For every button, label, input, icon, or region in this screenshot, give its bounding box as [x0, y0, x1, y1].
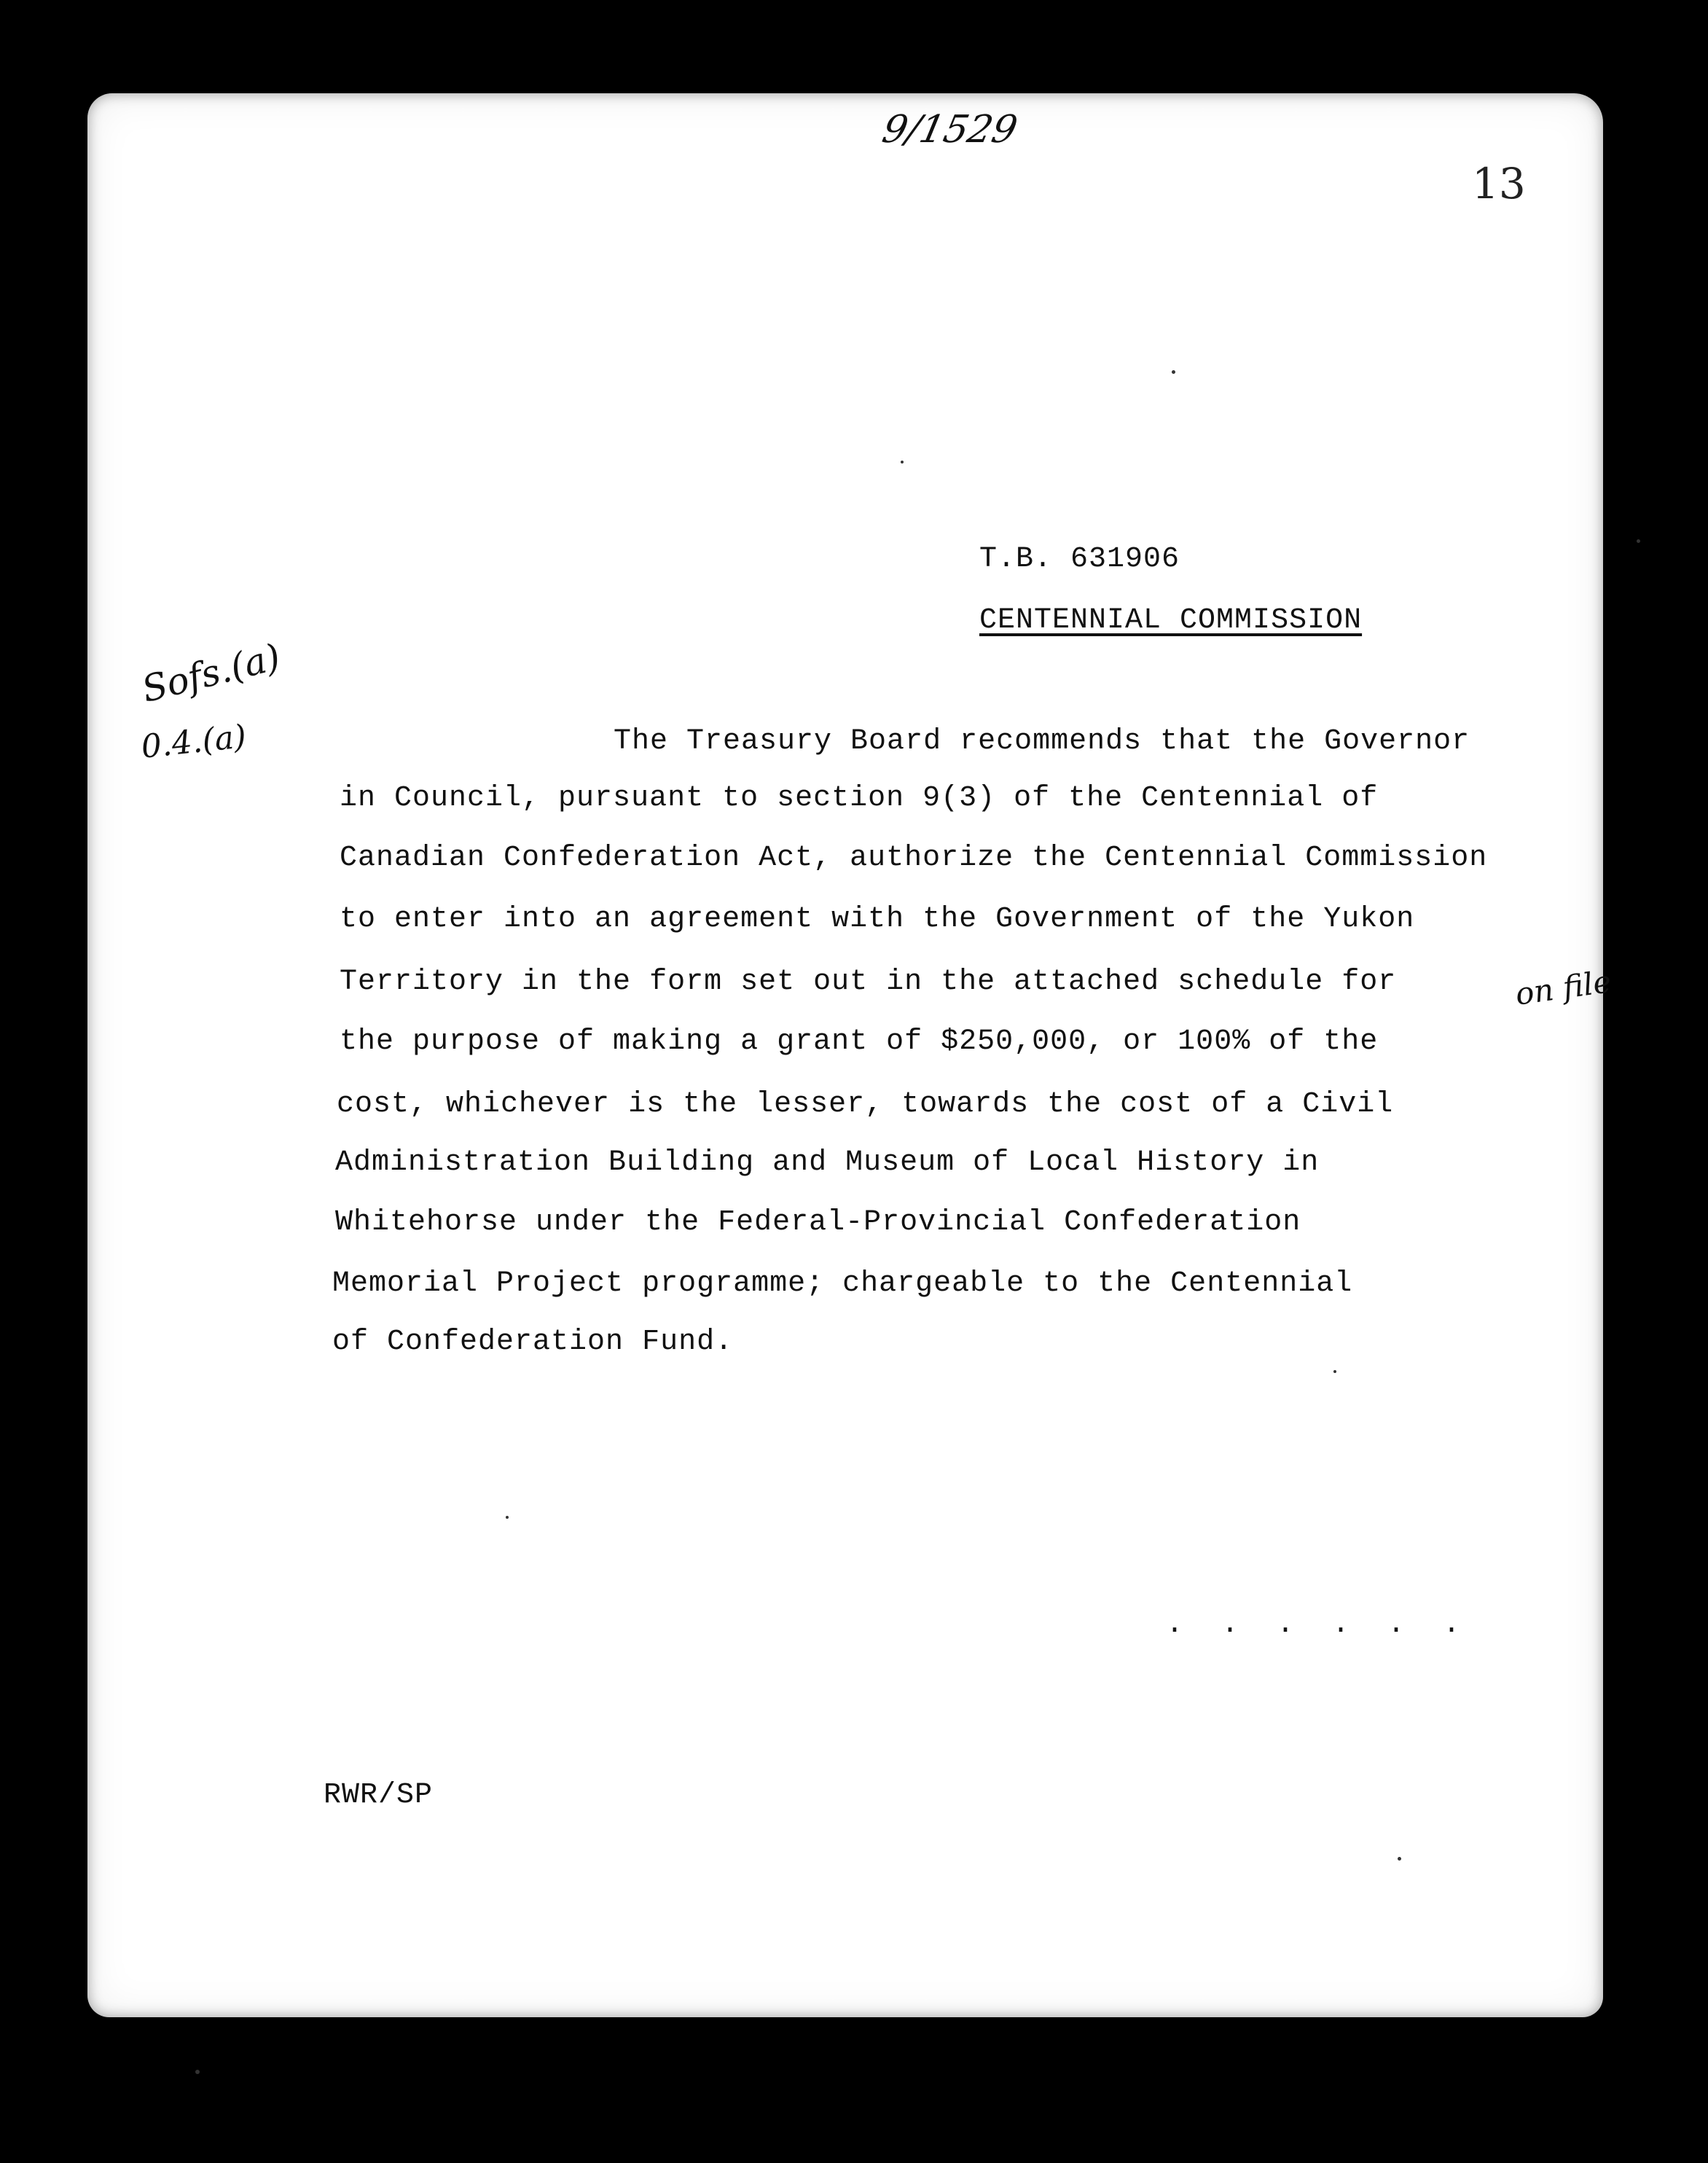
body-line: to enter into an agreement with the Government of the Yukon — [340, 903, 1415, 936]
document-heading: CENTENNIAL COMMISSION — [979, 604, 1363, 637]
page-number: 13 — [1472, 159, 1526, 208]
dust-speck — [1172, 370, 1175, 374]
body-line: the purpose of making a grant of $250,000, or 100% of the — [340, 1025, 1379, 1058]
body-line: cost, whichever is the lesser, towards the cost of a Civil — [337, 1088, 1394, 1121]
body-line: The Treasury Board recommends that the Governor — [614, 725, 1470, 758]
body-line: in Council, pursuant to section 9(3) of the Centennial of — [340, 782, 1379, 815]
handwritten-on-file-note: on file — [1513, 963, 1614, 1012]
body-line: Administration Building and Museum of Local History in — [335, 1146, 1320, 1179]
dust-speck — [195, 2070, 200, 2074]
dust-speck — [1333, 1370, 1336, 1373]
reference-number: T.B. 631906 — [979, 543, 1180, 576]
handwritten-margin-note-1: Sofs.(a) — [137, 635, 285, 711]
dust-speck — [1637, 539, 1640, 543]
body-line: Memorial Project programme; chargeable to the Centennial — [332, 1267, 1353, 1300]
typist-initials: RWR/SP — [324, 1779, 434, 1812]
body-line: Territory in the form set out in the attached schedule for — [340, 966, 1397, 998]
handwritten-margin-note-2: 0.4.(a) — [139, 718, 248, 766]
body-line: of Confederation Fund. — [332, 1326, 734, 1358]
continuation-dots: . . . . . . — [1166, 1608, 1471, 1641]
body-line: Canadian Confederation Act, authorize the Centennial Commission — [340, 842, 1488, 875]
dust-speck — [1398, 1857, 1401, 1861]
body-line: Whitehorse under the Federal-Provincial Confederation — [335, 1206, 1301, 1239]
dust-speck — [506, 1516, 509, 1519]
dust-speck — [901, 461, 904, 464]
handwritten-file-number: 9/1529 — [878, 108, 1022, 152]
